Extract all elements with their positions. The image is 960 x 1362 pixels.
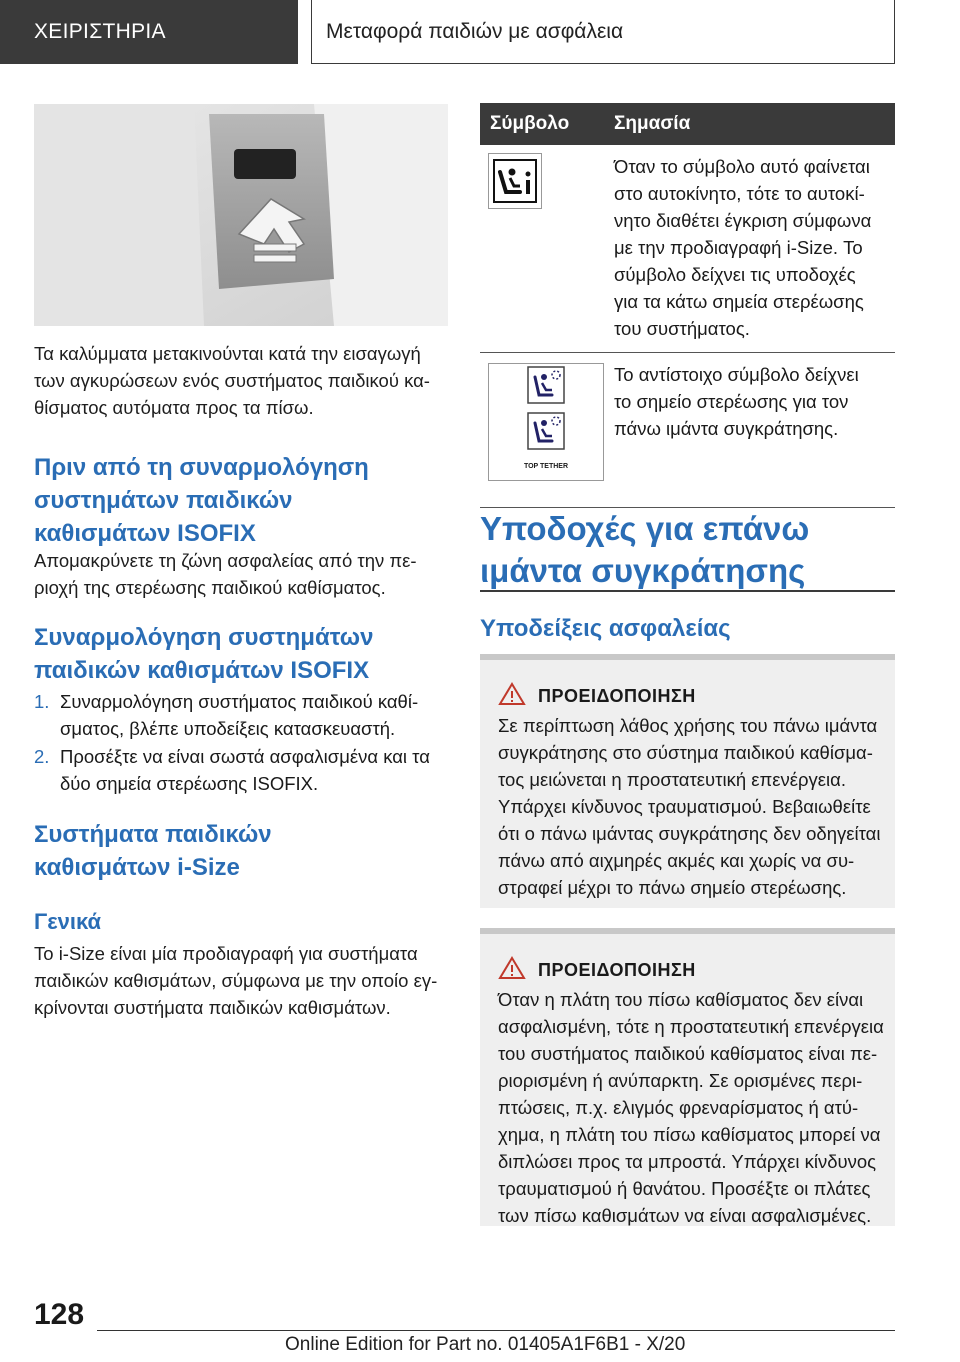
heading-before-assembly: Πριν από τη συναρμολόγηση συστημάτων παιδικών καθισμάτων ISOFIX bbox=[34, 454, 369, 547]
table-row bbox=[480, 353, 895, 508]
photo-caption: Τα καλύμματα μετακινούνται κατά την εισαγωγή των αγκυρώσεων ενός συστήματος παιδικού κα- θίσματος αυτόματα προς τα πίσω. bbox=[34, 343, 430, 418]
footer-edition: Online Edition for Part no. 01405A1F6B1 - X/20 bbox=[285, 1334, 686, 1355]
col-header-meaning: Σημασία bbox=[604, 103, 895, 145]
top-tether-label: TOP TETHER bbox=[523, 462, 569, 470]
heading-isofix-assembly: Συναρμολόγηση συστημάτων παιδικών καθισμάτων ISOFIX bbox=[34, 624, 374, 684]
symbol-table bbox=[480, 103, 895, 508]
isize-seat-icon bbox=[488, 153, 542, 209]
isize-paragraph: Το i-Size είναι μία προδιαγραφή για συστήματα παιδικών καθισμάτων, σύμφωνα με την οποίο εγ- κρίνονται συστήματα παιδικών καθισμάτων. bbox=[34, 943, 438, 1018]
warning-triangle-icon bbox=[498, 956, 526, 980]
section-tab: ΧΕΙΡΙΣΤΗΡΙΑ bbox=[0, 0, 298, 64]
col-header-symbol: Σύμβολο bbox=[480, 103, 604, 145]
footer-rule bbox=[97, 1330, 895, 1331]
table-row bbox=[480, 145, 895, 353]
heading-divider bbox=[480, 590, 895, 592]
heading-isize-systems: Συστήματα παιδικών καθισμάτων i-Size bbox=[34, 821, 272, 881]
warning-text: Σε περίπτωση λάθος χρήσης του πάνω ιμάντα συγκράτησης στο σύστημα παιδικού καθίσμα- τος μειώνεται η προστατευτική επενέργεια. Υπάρχει κίνδυνος τραυματισμού. Βεβαιωθείτε ότι ο πάνω ιμάντας συγκράτησης δεν οδηγείται πάνω από αιχμηρές ακμές και χωρίς να συ- στραφεί μέχρι το πάνω σημείο στερέωσης. bbox=[498, 715, 881, 898]
remove-belt-paragraph: Απομακρύνετε τη ζώνη ασφαλείας από την πε- ριοχή της στερέωσης παιδικού καθίσματος. bbox=[34, 550, 417, 598]
warning-title: ΠΡΟΕΙΔΟΠΟΙΗΣΗ bbox=[538, 686, 696, 706]
warning-box bbox=[480, 654, 895, 908]
list-item: 2. Προσέξτε να είναι σωστά ασφαλισμένα και τα δύο σημεία στερέωσης ISOFIX. bbox=[34, 746, 430, 794]
heading-safety-notes: Υποδείξεις ασφαλείας bbox=[480, 615, 731, 642]
isofix-cover-photo bbox=[34, 104, 448, 326]
top-tether-icon bbox=[488, 363, 604, 481]
heading-general: Γενικά bbox=[34, 909, 102, 934]
page-number: 128 bbox=[34, 1298, 85, 1331]
warning-box bbox=[480, 928, 895, 1226]
list-item: 1. Συναρμολόγηση συστήματος παιδικού καθί- σματος, βλέπε υποδείξεις κατασκευαστή. bbox=[34, 691, 419, 739]
warning-text: Όταν η πλάτη του πίσω καθίσματος δεν είναι ασφαλισμένη, τότε η προστατευτική επενέργεια του συστήματος παιδικού καθίσματος είναι πε- ριορισμένη ή ανύπαρκτη. Σε ορισμένες περι- πτώσεις, π.χ. ελιγμός φρεναρίσματος ή ατύ- χημα, η πλάτη του πίσω καθίσματος μπορεί να διπλώσει προς τα μπροστά. Υπάρχει κίνδυνος τραυματισμού ή θανάτου. Προσέξτε οι πλάτες των πίσω καθισμάτων να είναι ασφαλισμένες. bbox=[498, 989, 884, 1226]
warning-triangle-icon bbox=[498, 682, 526, 706]
warning-title: ΠΡΟΕΙΔΟΠΟΙΗΣΗ bbox=[538, 960, 696, 980]
isize-meaning: Όταν το σύμβολο αυτό φαίνεται στο αυτοκίνητο, τότε το αυτοκί- νητο διαθέτει έγκριση σύμφωνα με την προδιαγραφή i-Size. Το σύμβολο δείχνει τις υποδοχές για τα κάτω σημεία στερέωσης του συστήματος. bbox=[604, 145, 895, 353]
chapter-title: Μεταφορά παιδιών με ασφάλεια bbox=[311, 0, 895, 64]
tether-meaning: Το αντίστοιχο σύμβολο δείχνει το σημείο στερέωσης για τον πάνω ιμάντα συγκράτησης. bbox=[604, 353, 895, 508]
heading-tether-anchors: Υποδοχές για επάνω ιμάντα συγκράτησης bbox=[480, 510, 810, 589]
